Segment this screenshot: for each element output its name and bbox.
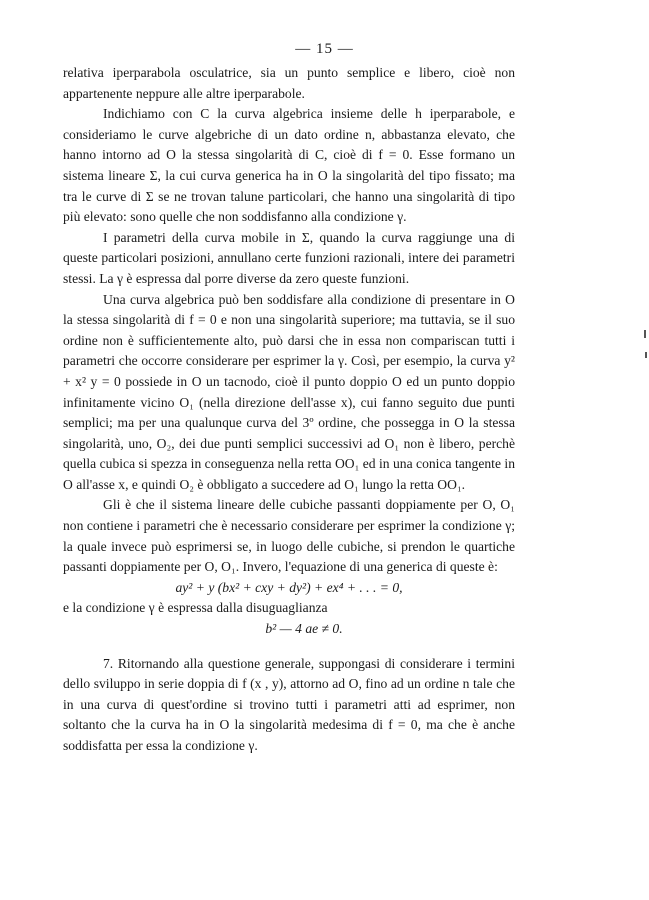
paragraph-algebraic-curve: Una curva algebrica può ben soddisfare alla condizione di presentare in O la stessa singolarità di f = 0 e non una singolarità superiore; ma tuttavia, se il suo ordine non è sufficientemente alto, può darsi che in essa non compariscan tutti i parametri che occorre considerare per esprimer la γ. Così, per esempio, la curva y² + x² y = 0 possiede in O un tacnodo, cioè il punto doppio O ed un punto doppio infinitamente vicino O₁ (nella direzione dell'asse x), cui fanno seguito due punti semplici; ma per una qualunque curva del 3º ordine, che possegga in O la stessa singolarità, uno, O₂, dei due punti semplici successivi ad O₁ non è libero, perchè quella cubica si spezza in conseguenza nella retta OO₁ ed in una conica tangente in O all'asse x, e quindi O₂ è obbligato a succedere ad O₁ lungo la retta OO₁.: [63, 291, 515, 492]
paragraph-condition: e la condizione γ è espressa dalla disuguaglianza: [63, 600, 328, 616]
paragraph-parameters: I parametri della curva mobile in Σ, quando la curva raggiunge una di queste particolari posizioni, annullano certe funzioni razionali, intere dei parametri stessi. La γ è espressa dal porre diverse da zero queste funzioni.: [63, 229, 515, 286]
body-text: [63, 63, 515, 757]
section-7-paragraph: 7. Ritornando alla questione generale, suppongasi di considerare i termini dello sviluppo in serie doppia di f (x , y), attorno ad O, fino ad un ordine n tale che in una curva di quest'ordine si trovino tutti i parametri atti ad esprimer, non soltanto che la curva ha in O la singolarità medesima di f = 0, ma che è anche soddisfatta per essa la condizione γ.: [63, 655, 515, 753]
equation-inequality: b² — 4 ae ≠ 0.: [265, 621, 343, 637]
paragraph-continuation: relativa iperparabola osculatrice, sia un punto semplice e libero, cioè non appartenente neppure alle altre iperparabole.: [63, 65, 515, 101]
page-number: — 15 —: [295, 41, 354, 57]
paragraph-curve-c: Indichiamo con C la curva algebrica insieme delle h iperparabole, e consideriamo le curve algebriche di un dato ordine n, abbastanza elevato, che hanno intorno ad O la stessa singolarità di C, cioè di f = 0. Esse formano un sistema lineare Σ, la cui curva generica ha in O la singolarità del tipo fissato; ma tra le curve di Σ se ne trovan talune particolari, che hanno una singolarità di tipo più elevato: sono quelle che non soddisfanno alla condizione γ.: [63, 106, 515, 225]
paragraph-linear-system: Gli è che il sistema lineare delle cubiche passanti doppiamente per O, O₁ non contiene i parametri che è necessario considerare per esprimer la condizione γ; la quale invece può esprimersi se, in luogo delle cubiche, si prendon le quartiche passanti doppiamente per O, O₁. Invero, l'equazione di una generica di queste è:: [63, 497, 515, 575]
equation-quartic: ay² + y (bx² + cxy + dy²) + ex⁴ + . . . = 0,: [175, 579, 403, 595]
scan-mark: [644, 330, 646, 338]
scan-mark: [645, 352, 647, 358]
